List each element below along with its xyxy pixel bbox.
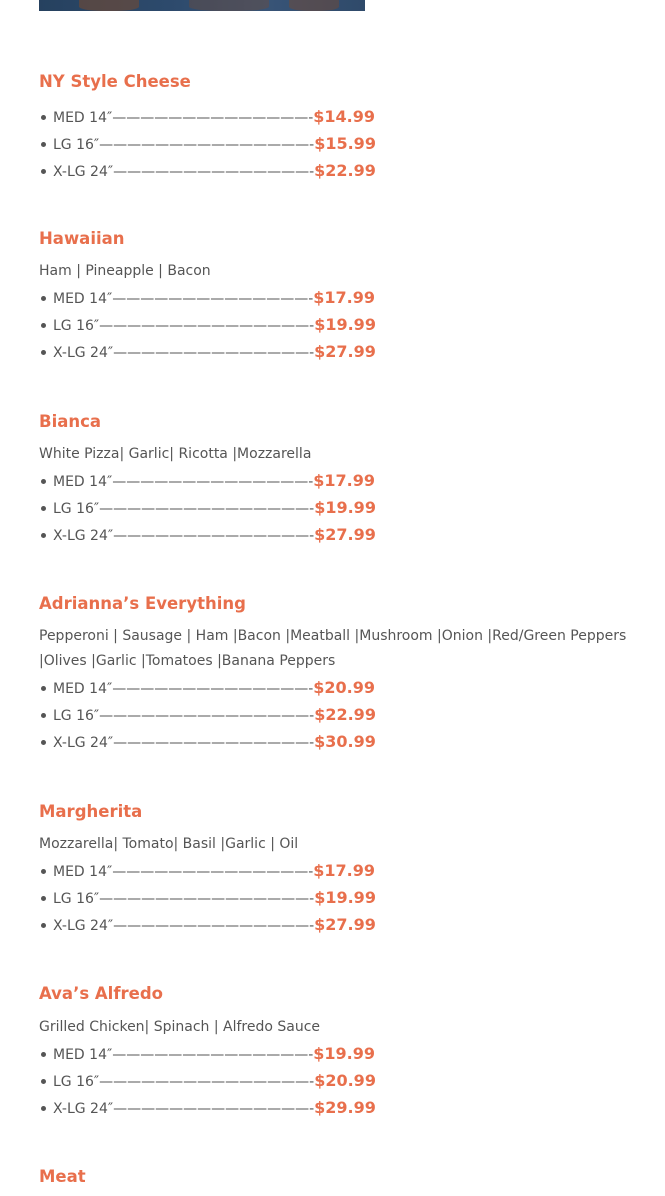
bullet-icon bbox=[41, 296, 46, 301]
menu-section-hawaiian bbox=[39, 228, 639, 365]
size-label: MED 14″——————————————- bbox=[53, 291, 314, 307]
menu-item-title: Hawaiian bbox=[39, 229, 125, 248]
size-option-xlg bbox=[39, 521, 639, 548]
size-label: X-LG 24″——————————————- bbox=[53, 918, 315, 934]
price: $14.99 bbox=[313, 107, 376, 126]
price: $22.99 bbox=[314, 705, 376, 724]
menu-item-toppings: Mozzarella| Tomato| Basil |Garlic | Oil bbox=[39, 836, 299, 852]
price: $17.99 bbox=[313, 288, 376, 307]
bullet-icon bbox=[41, 1106, 46, 1111]
size-price-list bbox=[39, 1040, 639, 1121]
price: $27.99 bbox=[314, 342, 376, 361]
size-price-list bbox=[39, 284, 639, 365]
menu-item-toppings: Grilled Chicken| Spinach | Alfredo Sauce bbox=[39, 1019, 321, 1035]
size-label: LG 16″———————————————- bbox=[53, 137, 315, 153]
size-option-med bbox=[39, 857, 639, 884]
pizza-hero-image bbox=[39, 0, 365, 11]
size-option-med bbox=[39, 467, 639, 494]
bullet-icon bbox=[41, 142, 46, 147]
menu-item-toppings: White Pizza| Garlic| Ricotta |Mozzarella bbox=[39, 446, 312, 462]
size-option-xlg bbox=[39, 1094, 639, 1121]
size-label: X-LG 24″——————————————- bbox=[53, 1101, 315, 1117]
price: $20.99 bbox=[314, 1071, 376, 1090]
size-label: MED 14″——————————————- bbox=[53, 110, 314, 126]
size-label: LG 16″———————————————- bbox=[53, 891, 315, 907]
menu-item-title: Meat bbox=[39, 1167, 86, 1186]
size-label: X-LG 24″——————————————- bbox=[53, 735, 315, 751]
bullet-icon bbox=[41, 169, 46, 174]
menu-item-toppings: Pepperoni | Sausage | Ham |Bacon |Meatball |Mushroom |Onion |Red/Green Peppers |Olives |Garlic |Tomatoes |Banana Peppers bbox=[39, 628, 627, 669]
size-option-med bbox=[39, 674, 639, 701]
menu-section-meat bbox=[39, 1166, 639, 1188]
size-option-lg bbox=[39, 1067, 639, 1094]
size-option-xlg bbox=[39, 911, 639, 938]
size-label: LG 16″———————————————- bbox=[53, 1074, 315, 1090]
size-option-lg bbox=[39, 884, 639, 911]
menu-item-title: Margherita bbox=[39, 802, 143, 821]
price: $29.99 bbox=[314, 1098, 376, 1117]
bullet-icon bbox=[41, 869, 46, 874]
menu-item-title: Ava’s Alfredo bbox=[39, 984, 163, 1003]
size-label: LG 16″———————————————- bbox=[53, 501, 315, 517]
price: $20.99 bbox=[313, 678, 376, 697]
size-price-list bbox=[39, 103, 639, 184]
size-label: LG 16″———————————————- bbox=[53, 708, 315, 724]
price: $27.99 bbox=[314, 915, 376, 934]
bullet-icon bbox=[41, 506, 46, 511]
menu-section-margherita bbox=[39, 801, 639, 938]
bullet-icon bbox=[41, 1052, 46, 1057]
bullet-icon bbox=[41, 713, 46, 718]
size-price-list bbox=[39, 674, 639, 755]
menu-item-title: Bianca bbox=[39, 412, 102, 431]
size-option-lg bbox=[39, 311, 639, 338]
bullet-icon bbox=[41, 323, 46, 328]
bullet-icon bbox=[41, 923, 46, 928]
size-label: LG 16″———————————————- bbox=[53, 318, 315, 334]
price: $22.99 bbox=[314, 161, 376, 180]
price: $17.99 bbox=[313, 861, 376, 880]
price: $15.99 bbox=[314, 134, 376, 153]
bullet-icon bbox=[41, 479, 46, 484]
price: $27.99 bbox=[314, 525, 376, 544]
size-option-xlg bbox=[39, 157, 639, 184]
size-label: MED 14″——————————————- bbox=[53, 681, 314, 697]
menu-section-ny-style-cheese bbox=[39, 71, 639, 184]
menu-section-bianca bbox=[39, 411, 639, 548]
bullet-icon bbox=[41, 896, 46, 901]
bullet-icon bbox=[41, 686, 46, 691]
price: $17.99 bbox=[313, 471, 376, 490]
menu-item-title: Adrianna’s Everything bbox=[39, 594, 246, 613]
size-option-xlg bbox=[39, 338, 639, 365]
bullet-icon bbox=[41, 115, 46, 120]
size-price-list bbox=[39, 857, 639, 938]
size-option-xlg bbox=[39, 728, 639, 755]
menu-item-title: NY Style Cheese bbox=[39, 72, 191, 91]
menu-section-avas-alfredo bbox=[39, 983, 639, 1121]
price: $19.99 bbox=[314, 315, 376, 334]
menu-section-adriannas-everything bbox=[39, 593, 639, 755]
size-option-lg bbox=[39, 130, 639, 157]
size-price-list bbox=[39, 467, 639, 548]
menu-item-toppings: Ham | Pineapple | Bacon bbox=[39, 263, 211, 279]
size-option-lg bbox=[39, 701, 639, 728]
size-label: MED 14″——————————————- bbox=[53, 1047, 314, 1063]
price: $19.99 bbox=[314, 498, 376, 517]
size-option-med bbox=[39, 284, 639, 311]
price: $19.99 bbox=[314, 888, 376, 907]
size-option-med bbox=[39, 1040, 639, 1067]
bullet-icon bbox=[41, 1079, 46, 1084]
size-option-lg bbox=[39, 494, 639, 521]
size-label: X-LG 24″——————————————- bbox=[53, 528, 315, 544]
size-option-med bbox=[39, 103, 639, 130]
size-label: MED 14″——————————————- bbox=[53, 474, 314, 490]
size-label: X-LG 24″——————————————- bbox=[53, 164, 315, 180]
size-label: MED 14″——————————————- bbox=[53, 864, 314, 880]
bullet-icon bbox=[41, 350, 46, 355]
size-label: X-LG 24″——————————————- bbox=[53, 345, 315, 361]
bullet-icon bbox=[41, 740, 46, 745]
bullet-icon bbox=[41, 533, 46, 538]
price: $30.99 bbox=[314, 732, 376, 751]
price: $19.99 bbox=[313, 1044, 376, 1063]
